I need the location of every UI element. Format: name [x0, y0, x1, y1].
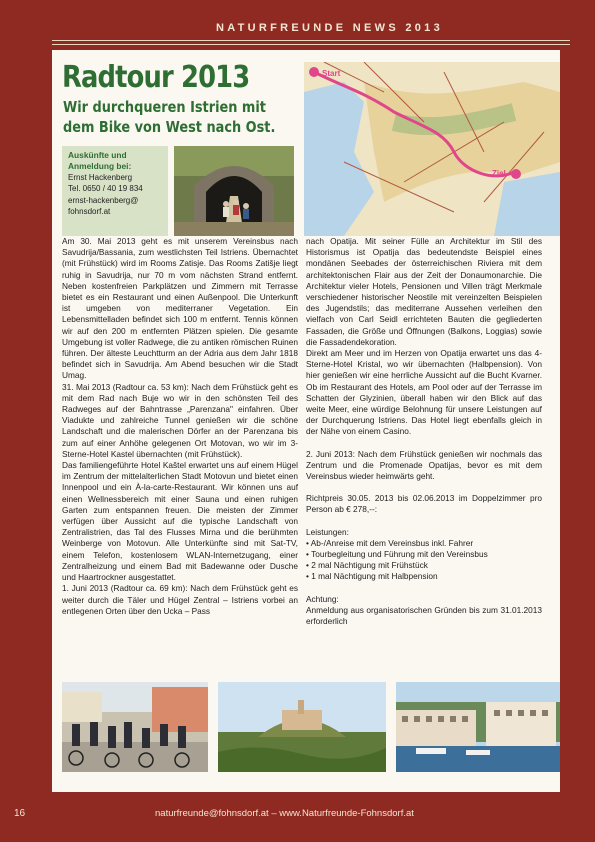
note-text: Anmeldung aus organisatorischen Gründen bis zum 31.01.2013 erforderlich — [306, 604, 542, 627]
infobox-heading-2: Anmeldung bei: — [68, 161, 132, 171]
header-rule-top — [52, 40, 570, 41]
contact-infobox — [62, 146, 168, 236]
paragraph-intro: Am 30. Mai 2013 geht es mit unserem Vereinsbus nach Savudrija/Bassania, zum westlichsten Teil Istriens. Übernachtet (mit Frühstück) wird im Rooms Zatisje. Das Rooms Zatišje liegt ruhig in Savudrija, nur 70 m vom nächsten Strand entfernt. Neben kostenfreien Parkplätzen und Zimmern mit Terrasse bietet es ein Restaurant und einen Außenpool. Die Unterkunft ist umgeben von mediterraner Vegetation. Ein Lebensmittelladen befindet sich 100 m entfernt. Tennis können wir auf den 200 m entfernten Plätzen spielen. Die gesamte Umgebung ist voller Radwege, die zu antiken römischen Ruinen führen. Der älteste Leuchtturm an der Adria aus dem Jahr 1818 befindet sich in Savudrija. Am Abend besuchen wir die Stadt Umag. — [62, 236, 298, 381]
left-text-column — [62, 236, 298, 617]
article-page — [52, 50, 560, 792]
motovun-hill-town-photo — [218, 682, 386, 772]
subtitle-line-2: dem Bike von West nach Ost. — [63, 118, 276, 136]
service-item: • 1 mal Nächtigung mit Halbpension — [306, 571, 542, 582]
paragraph-day4: 2. Juni 2013: Nach dem Frühstück genießen wir nochmals das Zentrum und die Promenade Opatijas, bevor es mit dem Vereinsbus wieder heimwärts geht. — [306, 448, 542, 482]
tunnel-cyclists-photo — [174, 146, 294, 236]
paragraph-day2: 31. Mai 2013 (Radtour ca. 53 km): Nach dem Frühstück geht es mit dem Rad nach Buje wo wir in den schönsten Teil des Radweges auf der Bahntrasse „Parenzana" einfahren. Über Viadukte und zahlreiche Tunnel genießen wir die schöne Landschaft und die malerischen Dörfer an der Parenzana bis zum auf einer Anhöhe gelegenen Ort Motovan, wo wir im 3- Sterne-Hotel Kastel übernachten (mit Frühstück). — [62, 381, 298, 459]
group-cyclists-photo — [62, 682, 208, 772]
service-item: • 2 mal Nächtigung mit Frühstück — [306, 560, 542, 571]
note-heading: Achtung: — [306, 593, 339, 604]
paragraph-hotel-kastel: Das familiengeführte Hotel Kaštel erwartet uns auf einem Hügel im Zentrum der mittelalterlichen Stadt Motovun und bietet einen Innenpool und ein À-la-carte-Restaurant. Wir können uns auf einen Wellnessbereich mit einer Sauna und einen ruhigen Garten zum entspannen freuen. Die meisten der Zimmer verfügen über Aussicht auf die typische Landschaft von Zentralistrien, das Tal des Flusses Mirna und die berühmten Weinberge von Motovun. Alle Unterkünfte sind mit Sat-TV, einem Telefon, kostenlosem WLAN-Internetzugang, einer Zentralheizung und einem Bad mit Badewanne oder Dusche und Haartrockner ausgestattet. — [62, 460, 298, 583]
price-info: Richtpreis 30.05. 2013 bis 02.06.2013 im Doppelzimmer pro Person ab € 278,--: — [306, 493, 542, 515]
service-item: • Tourbegleitung und Führung mit den Vereinsbus — [306, 549, 542, 560]
route-map — [304, 62, 560, 236]
paragraph-hotel-kristal: Direkt am Meer und im Herzen von Opatija erwartet uns das 4-Sterne-Hotel Kristal, wo wir übernachten (Halbpension). Von hier genießen wir eine herrliche Aussicht auf die Bucht Kvarner. Ob im Restaurant des Hotels, am Pool oder auf der Terrasse im Schatten der Glyzinien, überall haben wir den Blick auf das weite Meer, eine würdige Belohnung für unsere Leistungen auf der Durchquerung Istriens. Das Hotel liegt ebenfalls gleich in der Nähe von einem Casino. — [306, 348, 542, 437]
map-start-label: Start — [322, 69, 341, 78]
subtitle-line-1: Wir durchqueren Istrien mit — [63, 98, 266, 116]
page-number: 16 — [14, 808, 26, 819]
footer-contact: naturfreunde@fohnsdorf.at – www.Naturfreunde-Fohnsdorf.at — [155, 808, 414, 819]
article-subtitle — [63, 97, 275, 137]
article-title: Radtour 2013 — [62, 60, 250, 95]
map-end-label: Ziel — [492, 169, 506, 178]
infobox-heading-1: Auskünfte und — [68, 150, 127, 160]
services-heading: Leistungen: — [306, 526, 349, 537]
contact-email-1: ernst-hackenberg@ — [68, 195, 139, 205]
opatija-seafront-photo — [396, 682, 560, 772]
contact-name: Ernst Hackenberg — [68, 173, 133, 182]
paragraph-opatija: nach Opatija. Mit seiner Fülle an Architektur im Stil des Historismus ist Opatija das bedeutendste Beispiel eines mondänen Seebades der österreichischen Riviera mit dem architektonischen Flair aus der Zeit der Donaumonarchie. Die Architektur vieler Hotels, Pensionen und Villen trägt Merkmale verschiedener historischer Neostile mit vereinzelten Beispielen des Jugendstils; das mediterrane Aussehen verleihen den vielfach von Carl Seidl errichteten Bauten die gegliederten Fassaden, die Größe und Öffnungen (Balkons, Loggias) sowie die Fassadendekoration. — [306, 236, 542, 347]
paragraph-day3: 1. Juni 2013 (Radtour ca. 69 km): Nach dem Frühstück geht es weiter durch die Täler und Hügel Zentral – Istriens vorbei an entlegenen Orten über den Ucka – Pass — [62, 583, 298, 616]
services-list — [306, 538, 542, 583]
contact-email-2: fohnsdorf.at — [68, 206, 111, 216]
contact-phone: Tel. 0650 / 40 19 834 — [68, 184, 143, 194]
service-item: • Ab-/Anreise mit dem Vereinsbus inkl. Fahrer — [306, 538, 542, 549]
header-rule-bottom — [52, 44, 570, 45]
right-text-column — [306, 236, 542, 627]
